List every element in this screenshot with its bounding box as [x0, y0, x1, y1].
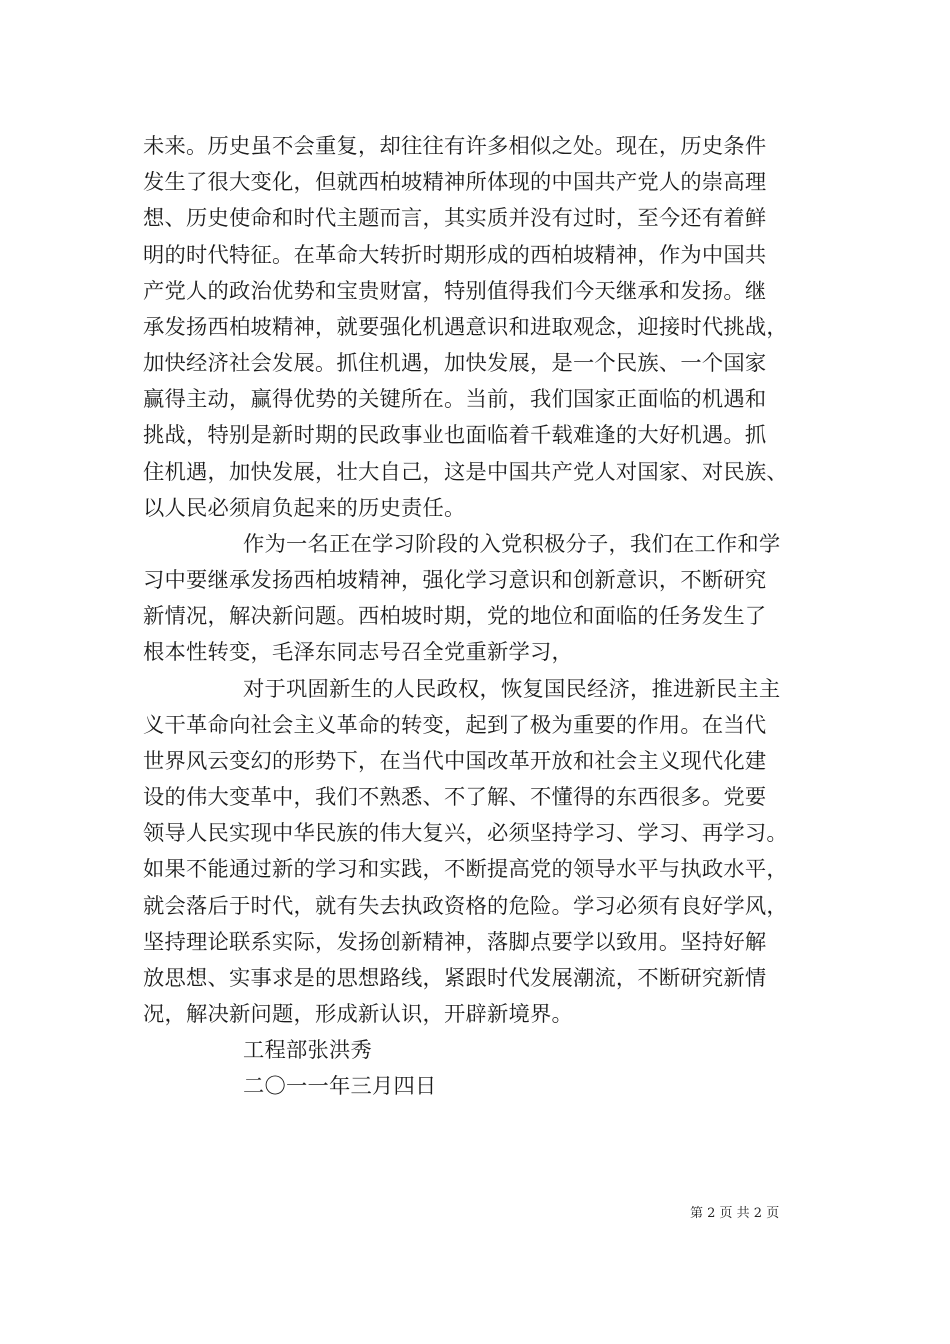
- body-line: 领导人民实现中华民族的伟大复兴，必须坚持学习、学习、再学习。: [143, 821, 788, 846]
- body-line: 放思想、实事求是的思想路线，紧跟时代发展潮流，不断研究新情: [143, 966, 767, 991]
- body-line: 加快经济社会发展。抓住机遇，加快发展，是一个民族、一个国家: [143, 351, 767, 376]
- body-line: 赢得主动，赢得优势的关键所在。当前，我们国家正面临的机遇和: [143, 387, 767, 412]
- date: 二〇一一年三月四日: [243, 1074, 437, 1099]
- paragraph-start: 作为一名正在学习阶段的入党积极分子，我们在工作和学: [243, 532, 781, 557]
- body-line: 就会落后于时代，就有失去执政资格的危险。学习必须有良好学风，: [143, 894, 788, 919]
- body-line: 产党人的政治优势和宝贵财富，特别值得我们今天继承和发扬。继: [143, 279, 767, 304]
- body-line: 习中要继承发扬西柏坡精神，强化学习意识和创新意识，不断研究: [143, 568, 767, 593]
- body-line: 住机遇，加快发展，壮大自己，这是中国共产党人对国家、对民族、: [143, 460, 788, 485]
- body-line: 发生了很大变化，但就西柏坡精神所体现的中国共产党人的崇高理: [143, 170, 767, 195]
- body-line: 以人民必须肩负起来的历史责任。: [143, 496, 466, 521]
- body-line: 承发扬西柏坡精神，就要强化机遇意识和进取观念，迎接时代挑战，: [143, 315, 788, 340]
- body-line: 想、历史使命和时代主题而言，其实质并没有过时，至今还有着鲜: [143, 206, 767, 231]
- body-line: 未来。历史虽不会重复，却往往有许多相似之处。现在，历史条件: [143, 134, 767, 159]
- body-line: 况，解决新问题，形成新认识，开辟新境界。: [143, 1002, 573, 1027]
- paragraph-start: 对于巩固新生的人民政权，恢复国民经济，推进新民主主: [243, 677, 781, 702]
- body-line: 如果不能通过新的学习和实践，不断提高党的领导水平与执政水平，: [143, 857, 788, 882]
- body-line: 设的伟大变革中，我们不熟悉、不了解、不懂得的东西很多。党要: [143, 785, 767, 810]
- body-line: 坚持理论联系实际，发扬创新精神，落脚点要学以致用。坚持好解: [143, 930, 767, 955]
- page-number: 第 2 页 共 2 页: [690, 1206, 780, 1221]
- body-line: 根本性转变，毛泽东同志号召全党重新学习，: [143, 640, 573, 665]
- body-line: 挑战，特别是新时期的民政事业也面临着千载难逢的大好机遇。抓: [143, 423, 767, 448]
- signature: 工程部张洪秀: [243, 1038, 372, 1063]
- body-line: 新情况，解决新问题。西柏坡时期，党的地位和面临的任务发生了: [143, 604, 767, 629]
- body-line: 义干革命向社会主义革命的转变，起到了极为重要的作用。在当代: [143, 713, 767, 738]
- body-line: 世界风云变幻的形势下，在当代中国改革开放和社会主义现代化建: [143, 749, 767, 774]
- body-line: 明的时代特征。在革命大转折时期形成的西柏坡精神，作为中国共: [143, 243, 767, 268]
